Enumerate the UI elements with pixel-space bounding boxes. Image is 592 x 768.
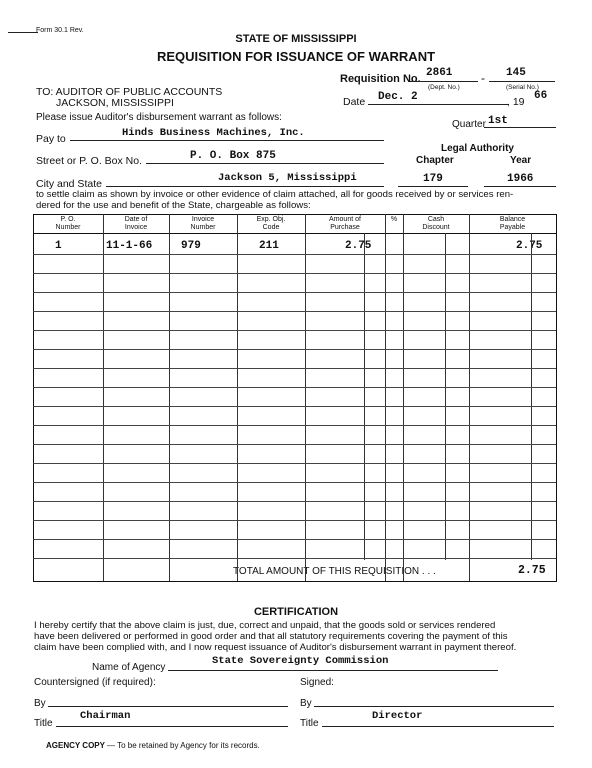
table-subcolumn-divider: [531, 233, 532, 560]
city-value: Jackson 5, Mississippi: [218, 172, 357, 184]
table-row-line: [33, 558, 556, 559]
year-line: [484, 186, 556, 187]
pay-to-value: Hinds Business Machines, Inc.: [122, 127, 305, 139]
signed-label: Signed:: [300, 677, 334, 688]
date-year-prefix: , 19: [507, 96, 525, 108]
table-row-line: [33, 349, 556, 350]
to-line-2: JACKSON, MISSISSIPPI: [56, 97, 174, 109]
title-label-right: Title: [300, 718, 319, 729]
table-row-line: [33, 273, 556, 274]
form-title: REQUISITION FOR ISSUANCE OF WARRANT: [156, 49, 436, 64]
by-label-left: By: [34, 698, 46, 709]
by-line-left: [48, 706, 288, 707]
row-code: 211: [259, 240, 279, 252]
year-value: 1966: [507, 173, 534, 185]
table-row-line: [33, 425, 556, 426]
table-column-divider: [385, 214, 386, 582]
table-column-divider: [237, 214, 238, 582]
certification-line-3: claim have been complied with, and I now request issuance of Auditor's disbursement warrant in payment thereof.: [34, 642, 517, 653]
title-line-right: [322, 726, 554, 727]
table-row-line: [33, 444, 556, 445]
quarter-value: 1st: [488, 115, 508, 127]
date-year-suffix: 66: [534, 90, 548, 102]
pay-to-line: [70, 140, 384, 141]
dept-no-line: [410, 81, 478, 82]
date-label: Date: [343, 96, 366, 108]
by-line-right: [314, 706, 554, 707]
serial-no-line: [489, 81, 555, 82]
title-line-left: [56, 726, 288, 727]
state-heading: STATE OF MISSISSIPPI: [235, 33, 357, 45]
table-column-divider: [33, 214, 34, 582]
table-header-border: [33, 233, 556, 234]
countersigned-label: Countersigned (if required):: [34, 677, 156, 688]
total-value: 2.75: [518, 564, 546, 577]
table-row-line: [33, 539, 556, 540]
table-row-line: [33, 292, 556, 293]
table-row-line: [33, 387, 556, 388]
table-column-divider: [403, 214, 404, 582]
agency-value: State Sovereignty Commission: [212, 655, 389, 667]
table-subcolumn-divider: [364, 233, 365, 560]
chapter-line: [398, 186, 468, 187]
settle-text-1: to settle claim as shown by invoice or other evidence of claim attached, all for goods received by or services ren-: [36, 189, 514, 200]
table-column-divider: [103, 214, 104, 582]
row-invoice: 979: [181, 240, 201, 252]
chapter-value: 179: [423, 173, 443, 185]
street-value: P. O. Box 875: [190, 150, 276, 162]
table-column-divider: [305, 214, 306, 582]
agency-copy-note: — To be retained by Agency for its records.: [107, 741, 260, 750]
date-line: [368, 104, 508, 105]
certification-title: CERTIFICATION: [253, 606, 339, 618]
table-bottom-border: [33, 581, 556, 582]
table-row-line: [33, 330, 556, 331]
col-header-po: P. O. Number: [55, 216, 81, 231]
to-line-3: Please issue Auditor's disbursement warrant as follows:: [36, 112, 282, 123]
col-header-code: Exp. Obj. Code: [256, 216, 286, 231]
table-row-line: [33, 254, 556, 255]
col-header-invoice: Invoice Number: [190, 216, 216, 231]
city-line: [106, 186, 384, 187]
table-row-line: [33, 368, 556, 369]
col-header-balance: Balance Payable: [499, 216, 526, 231]
form-number: Form 30.1 Rev.: [36, 27, 84, 34]
date-value: Dec. 2: [378, 91, 418, 103]
year-label: Year: [510, 155, 532, 166]
row-amount: 2.75: [345, 240, 372, 252]
requisition-dash: -: [481, 71, 485, 85]
city-label: City and State: [36, 178, 102, 190]
quarter-label: Quarter: [452, 119, 486, 130]
legal-authority-label: Legal Authority: [441, 143, 514, 154]
title-label-left: Title: [34, 718, 53, 729]
col-header-date: Date of Invoice: [124, 216, 148, 231]
row-po: 1: [55, 240, 62, 252]
table-row-line: [33, 520, 556, 521]
street-label: Street or P. O. Box No.: [36, 155, 143, 167]
agency-line: [168, 670, 498, 671]
street-line: [146, 163, 384, 164]
requisition-label: Requisition No.: [340, 73, 421, 85]
chapter-label: Chapter: [416, 155, 454, 166]
by-label-right: By: [300, 698, 312, 709]
agency-label: Name of Agency: [92, 662, 166, 673]
table-column-divider: [469, 214, 470, 582]
table-column-divider: [169, 214, 170, 582]
total-label: TOTAL AMOUNT OF THIS REQUISITION . . .: [233, 566, 436, 577]
table-row-line: [33, 482, 556, 483]
table-column-divider: [556, 214, 557, 582]
table-subcolumn-divider: [445, 233, 446, 560]
certification-line-2: have been delivered or performed in good order and that all statutory requirements covering the payment of this: [34, 631, 508, 642]
title-value-left: Chairman: [80, 710, 131, 722]
dept-no-caption: (Dept. No.): [428, 84, 460, 91]
col-header-discount: Cash Discount: [422, 216, 450, 231]
serial-no-value: 145: [506, 67, 526, 79]
dept-no-value: 2861: [426, 67, 453, 79]
row-date: 11-1-66: [106, 240, 153, 252]
table-row-line: [33, 311, 556, 312]
col-header-percent: %: [390, 216, 398, 223]
agency-copy-label: AGENCY COPY: [46, 741, 105, 750]
table-top-border: [33, 214, 556, 215]
table-row-line: [33, 406, 556, 407]
col-header-amount: Amount of Purchase: [329, 216, 361, 231]
certification-line-1: I hereby certify that the above claim is just, due, correct and unpaid, that the goods sold or services rendered: [34, 620, 496, 631]
table-row-line: [33, 501, 556, 502]
quarter-line: [484, 127, 556, 128]
table-row-line: [33, 463, 556, 464]
pay-to-label: Pay to: [36, 133, 66, 145]
settle-text-2: dered for the use and benefit of the State, chargeable as follows:: [36, 200, 311, 211]
claim-table: [33, 214, 556, 582]
title-value-right: Director: [372, 710, 423, 722]
row-balance: 2.75: [516, 240, 543, 252]
serial-no-caption: (Serial No.): [506, 84, 539, 91]
to-line-1: TO: AUDITOR OF PUBLIC ACCOUNTS: [36, 86, 223, 98]
